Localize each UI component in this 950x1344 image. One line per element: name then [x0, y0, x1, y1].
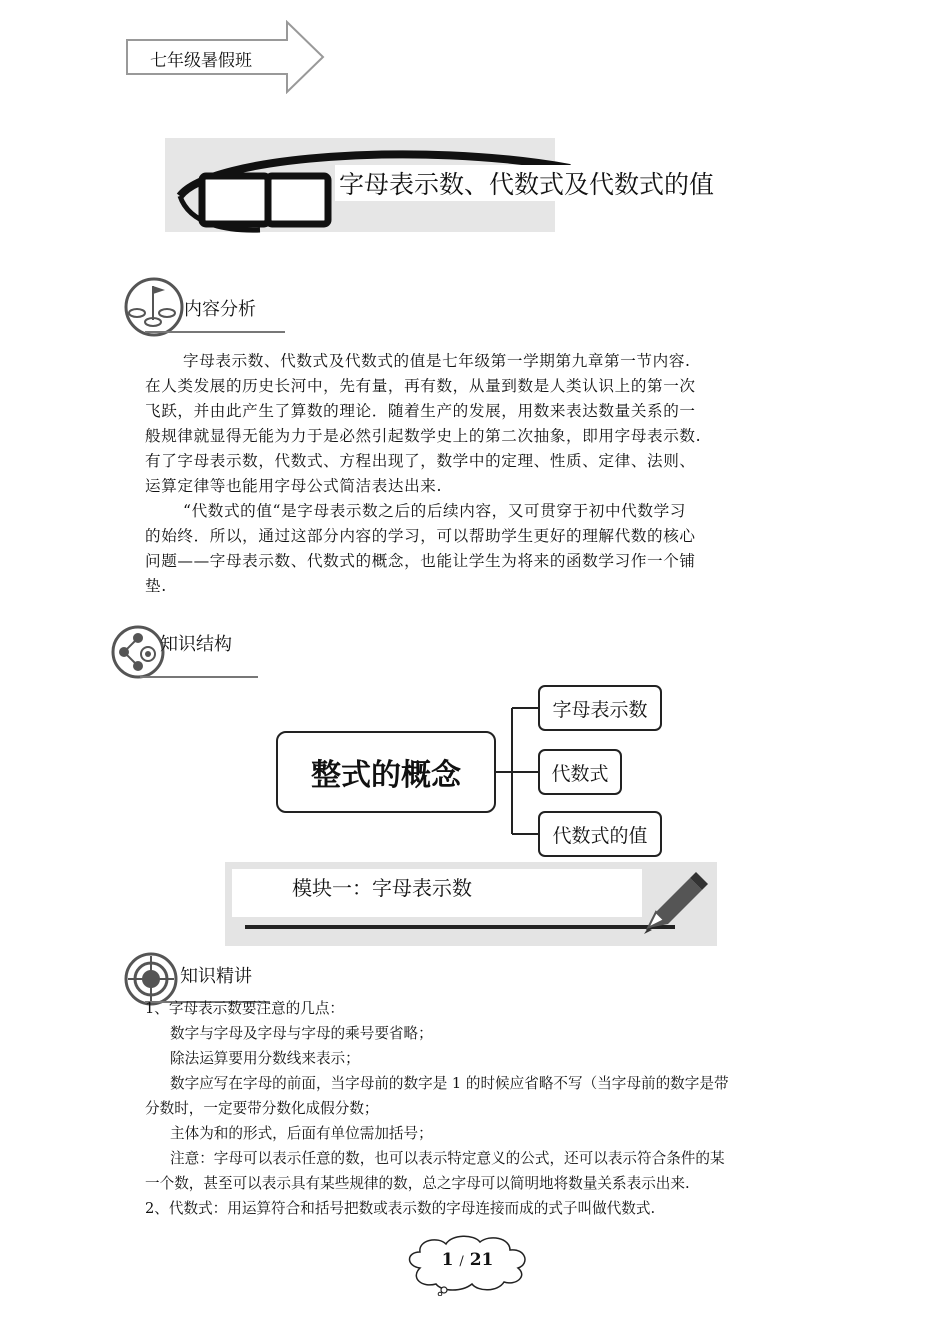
structure-node-algebraic-expression: 代数式 — [538, 749, 622, 795]
grade-tag-label: 七年级暑假班 — [150, 51, 252, 71]
module-title: 模块一：字母表示数 — [292, 876, 472, 900]
section-underline — [140, 676, 258, 678]
detail-line: 注意：字母可以表示任意的数，也可以表示特定意义的公式，还可以表示符合条件的某 — [170, 1150, 725, 1167]
page-number — [400, 1250, 535, 1270]
section-title-knowledge-detail: 知识精讲 — [180, 966, 252, 987]
section-title-content-analysis: 内容分析 — [184, 299, 256, 320]
section-underline — [145, 331, 285, 333]
module-underline — [245, 925, 675, 929]
structure-node-expression-value: 代数式的值 — [538, 811, 662, 857]
detail-line: 一个数，甚至可以表示具有某些规律的数，总之字母可以简明地将数量关系表示出来. — [145, 1175, 690, 1192]
detail-line: 主体为和的形式，后面有单位需加括号； — [170, 1125, 433, 1142]
page-current: 1 — [441, 1250, 454, 1270]
detail-line: 数字应写在字母的前面，当字母前的数字是 1 的时候应省略不写（当字母前的数字是带 — [170, 1075, 729, 1092]
section-title-knowledge-structure: 知识结构 — [160, 634, 232, 655]
detail-line: 2、代数式：用运算符合和括号把数或表示数的字母连接而成的式子叫做代数式. — [145, 1200, 656, 1217]
detail-line: 分数时，一定要带分数化成假分数； — [145, 1100, 379, 1117]
analysis-paragraph-2: “代数式的值“是字母表示数之后的后续内容，又可贯穿于初中代数学习 的始终．所以，通过这部分内容的学习，可以帮助学生更好的理解代数的核心 问题——字母表示数、代数式的概念，也能让学生为将来的函数学习作一个铺 垫. — [145, 502, 696, 595]
page-total: 21 — [469, 1250, 494, 1270]
page-title: 字母表示数、代数式及代数式的值 — [335, 165, 718, 201]
page-separator: / — [459, 1254, 464, 1269]
pencil-icon — [640, 868, 710, 936]
structure-node-letters-as-numbers: 字母表示数 — [538, 685, 662, 731]
network-icon — [110, 624, 166, 680]
structure-root-node: 整式的概念 — [276, 731, 496, 813]
analysis-paragraph-1: 字母表示数、代数式及代数式的值是七年级第一学期第九章第一节内容. 在人类发展的历史长河中，先有量，再有数，从量到数是人类认识上的第一次 飞跃，并由此产生了算数的理论．随着生产的发展，用数来表达数量关系的一 般规律就显得无能为力于是必然引起数学史上的第二次抽象，即用字母表示数. 有了字母表示数，代数式、方程出现了，数学中的定理、性质、定律、法则、 运算定律等也能用字母公式简洁表达出来. — [145, 352, 702, 495]
detail-line: 数字与字母及字母与字母的乘号要省略； — [170, 1025, 433, 1042]
detail-line: 除法运算要用分数线来表示； — [170, 1050, 360, 1067]
target-flag-icon — [123, 276, 185, 338]
detail-line: 1、字母表示数要注意的几点： — [145, 1000, 345, 1017]
